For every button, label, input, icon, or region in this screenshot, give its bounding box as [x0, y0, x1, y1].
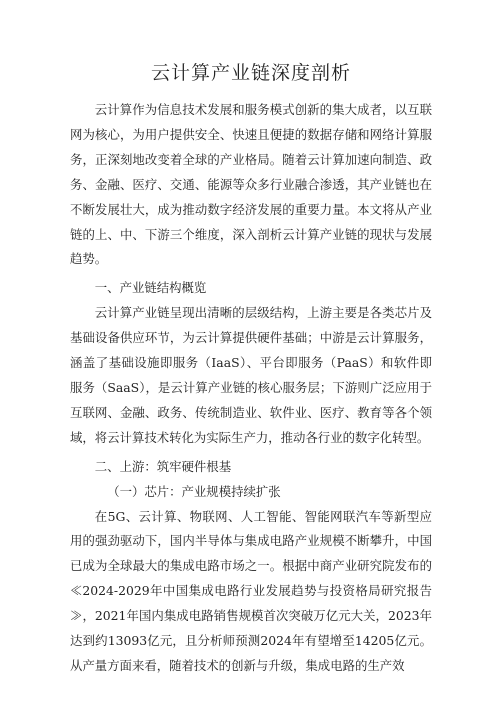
subsection-heading-chips: （一）芯片：产业规模持续扩张: [107, 483, 281, 499]
chips-paragraph: 在5G、云计算、物联网、人工智能、智能网联汽车等新型应用的强劲驱动下，国内半导体与集成电路产业规模不断攀升，中国已成为全球最大的集成电路市场之一。根据中商产业研究院发布的≪2024-2029年中国集成电路行业发展趋势与投资格局研究报告≫，2021年国内集成电路销售规模首次突破万亿元大关，2023年达到约13093亿元，且分析师预测2024年有望增至14205亿元。从产量方面来看，随着技术的创新与升级，集成电路的生产效: [70, 508, 432, 673]
intro-paragraph: 云计算作为信息技术发展和服务模式创新的集大成者，以互联网为核心，为用户提供安全、快速且便捷的数据存储和网络计算服务，正深刻地改变着全球的产业格局。随着云计算加速向制造、政务、金融、医疗、交通、能源等众多行业融合渗透，其产业链也在不断发展壮大，成为推动数字经济发展的重要力量。本文将从产业链的上、中、下游三个维度，深入剖析云计算产业链的现状与发展趋势。: [70, 102, 432, 267]
structure-paragraph: 云计算产业链呈现出清晰的层级结构，上游主要是各类芯片及基础设备供应环节，为云计算提供硬件基础；中游是云计算服务，涵盖了基础设施即服务（IaaS）、平台即服务（PaaS）和软件即服务（SaaS），是云计算产业链的核心服务层；下游则广泛应用于互联网、金融、政务、传统制造业、软件业、医疗、教育等各个领域，将云计算技术转化为实际生产力，推动各行业的数字化转型。: [70, 305, 432, 445]
section-heading-upstream: 二、上游：筑牢硬件根基: [94, 458, 232, 474]
document-page: [70, 60, 432, 679]
section-heading-structure: 一、产业链结构概览: [94, 280, 207, 296]
document-title: 云计算产业链深度剖析: [150, 62, 351, 84]
